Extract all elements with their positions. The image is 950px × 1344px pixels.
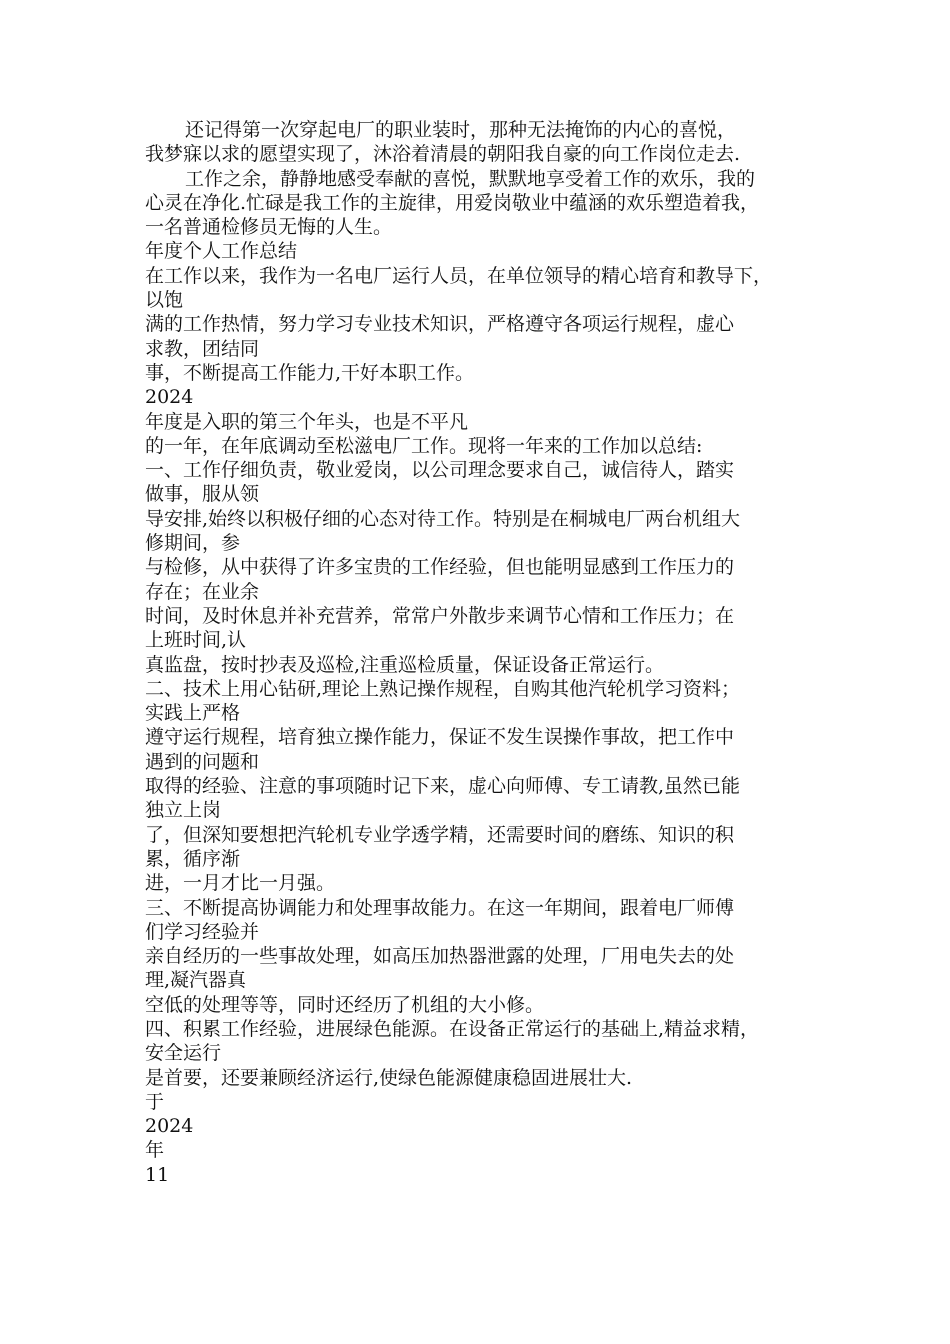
text-line: 存在；在业余 [145, 580, 260, 603]
text-line: 取得的经验、注意的事项随时记下来，虚心向师傅、专工请教,虽然已能 [145, 775, 741, 798]
text-line: 11 [145, 1163, 170, 1186]
text-line: 进，一月才比一月强。 [145, 872, 336, 895]
text-line: 导安排,始终以积极仔细的心态对待工作。特别是在桐城电厂两台机组大 [145, 507, 741, 530]
text-line: 理,凝汽器真 [145, 969, 247, 992]
text-line: 2024 [145, 386, 194, 409]
text-line: 做事，服从领 [145, 483, 260, 506]
text-line: 于 [145, 1090, 165, 1113]
text-line: 空低的处理等等，同时还经历了机组的大小修。 [145, 993, 545, 1016]
text-line: 了，但深知要想把汽轮机专业学透学精，还需要时间的磨练、知识的积 [145, 823, 735, 846]
text-line: 三、不断提高协调能力和处理事故能力。在这一年期间，跟着电厂师傅 [145, 896, 735, 919]
text-line: 与检修，从中获得了许多宝贵的工作经验，但也能明显感到工作压力的 [145, 556, 735, 579]
text-line: 四、积累工作经验，进展绿色能源。在设备正常运行的基础上,精益求精， [145, 1017, 760, 1040]
text-line: 2024 [145, 1115, 194, 1138]
text-line: 心灵在净化.忙碌是我工作的主旋律，用爱岗敬业中蕴涵的欢乐塑造着我， [145, 191, 760, 214]
text-line: 安全运行 [145, 1042, 222, 1065]
text-line: 一、工作仔细负责，敬业爱岗，以公司理念要求自己，诚信待人，踏实 [145, 459, 735, 482]
text-line: 工作之余，静静地感受奉献的喜悦，默默地享受着工作的欢乐，我的 [185, 167, 756, 190]
text-line: 年 [145, 1139, 165, 1162]
text-line: 遇到的问题和 [145, 750, 260, 773]
text-line: 独立上岗 [145, 799, 222, 822]
text-line: 二、技术上用心钻研,理论上熟记操作规程，自购其他汽轮机学习资料； [145, 677, 741, 700]
text-line: 还记得第一次穿起电厂的职业装时，那种无法掩饰的内心的喜悦， [185, 119, 737, 141]
text-line: 在工作以来，我作为一名电厂运行人员，在单位领导的精心培育和教导下， [145, 264, 773, 287]
text-line: 上班时间,认 [145, 629, 247, 652]
text-line: 实践上严格 [145, 702, 241, 725]
text-line: 亲自经历的一些事故处理，如高压加热器泄露的处理，厂用电失去的处 [145, 945, 735, 968]
text-line: 真监盘，按时抄表及巡检,注重巡检质量，保证设备正常运行。 [145, 653, 665, 676]
text-line: 修期间，参 [145, 532, 241, 555]
text-line: 一名普通检修员无悔的人生。 [145, 216, 393, 239]
text-line: 我梦寐以求的愿望实现了，沐浴着清晨的朝阳我自豪的向工作岗位走去. [145, 143, 741, 166]
text-line: 是首要，还要兼顾经济运行,使绿色能源健康稳固进展壮大. [145, 1066, 633, 1089]
text-line: 满的工作热情，努力学习专业技术知识，严格遵守各项运行规程，虚心 [145, 313, 735, 336]
text-line: 年度个人工作总结 [145, 240, 298, 263]
text-line: 年度是入职的第三个年头，也是不平凡 [145, 410, 469, 433]
text-line: 以饱 [145, 289, 184, 312]
text-line: 的一年，在年底调动至松滋电厂工作。现将一年来的工作加以总结: [145, 434, 703, 457]
text-line: 遵守运行规程，培育独立操作能力，保证不发生误操作事故，把工作中 [145, 726, 735, 749]
document-body [145, 118, 815, 1187]
text-line: 们学习经验并 [145, 920, 260, 943]
text-line: 事，不断提高工作能力,干好本职工作。 [145, 361, 475, 384]
text-line: 时间，及时休息并补充营养，常常户外散步来调节心情和工作压力；在 [145, 604, 735, 627]
text-line: 累，循序渐 [145, 847, 241, 870]
text-line: 求教，团结同 [145, 337, 260, 360]
